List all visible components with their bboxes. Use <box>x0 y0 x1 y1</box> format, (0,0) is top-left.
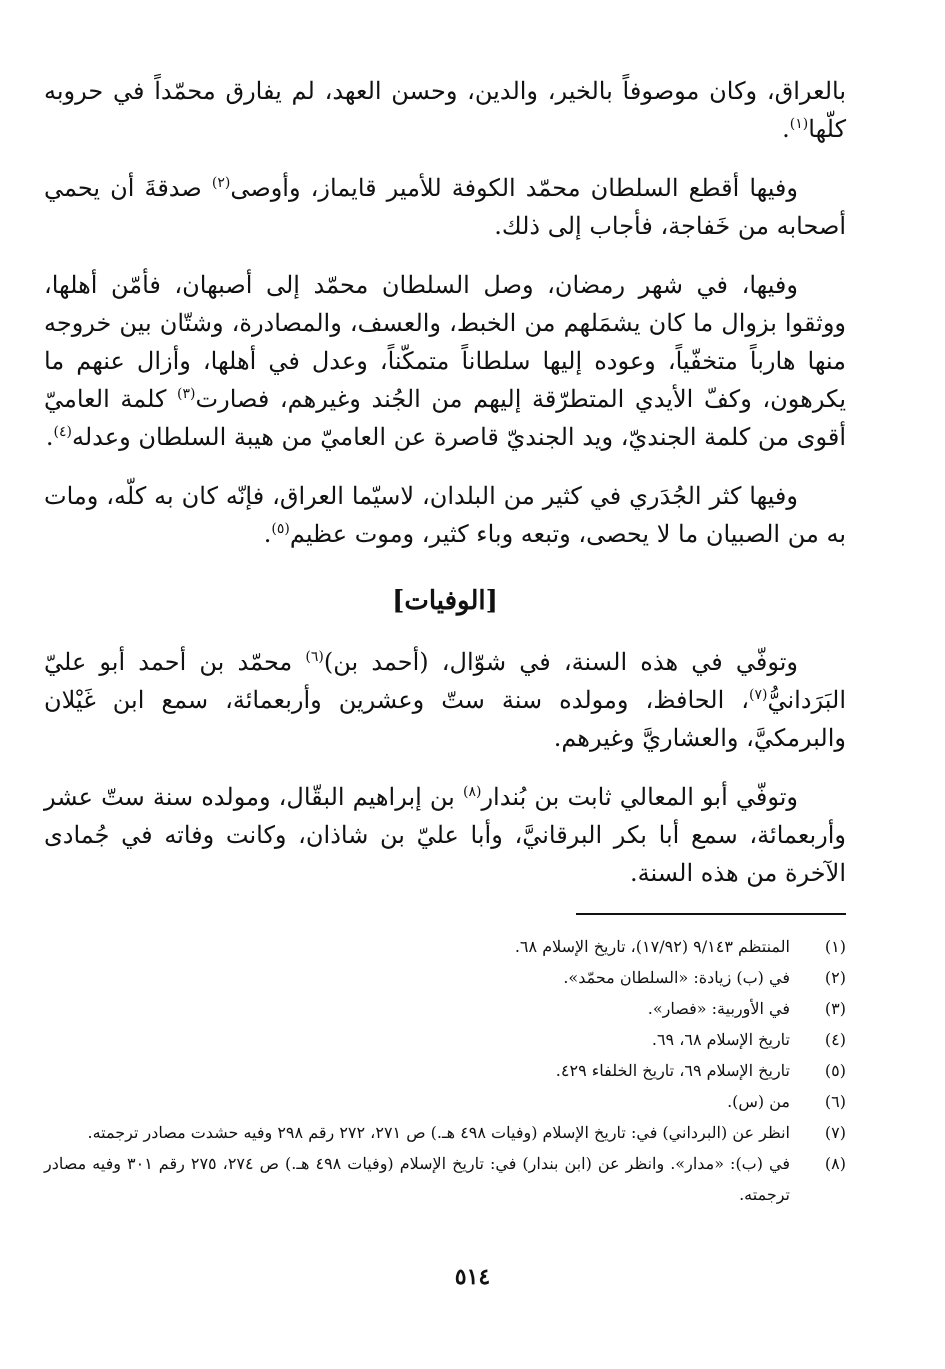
paragraph-text-main: وتوفّي في هذه السنة، في شوّال، (أحمد بن) <box>323 648 798 676</box>
footnotes-list <box>44 931 846 1210</box>
footnote-text: في (ب) زيادة: «السلطان محمّد». <box>563 968 790 987</box>
footnote-ref[interactable]: (٦) <box>305 649 324 665</box>
paragraph-text-main: بالعراق، وكان موصوفاً بالخير، والدين، وحسن العهد، لم يفارق محمّداً في حروبه كلّها <box>44 77 846 143</box>
paragraph-text <box>44 477 846 553</box>
footnote-number: (٣) <box>824 999 846 1018</box>
footnote-text: انظر عن (البرداني) في: تاريخ الإسلام (وفيات ٤٩٨ هـ.) ص ٢٧١، ٢٧٢ رقم ٢٩٨ وفيه حشدت مصادر ترجمته. <box>87 1123 790 1142</box>
footnote-number: (٨) <box>824 1154 846 1173</box>
paragraph-text <box>44 72 846 148</box>
page-number: ٥١٤ <box>454 1264 491 1290</box>
footnote-text: من (س). <box>727 1092 790 1111</box>
footnote-text: في (ب): «مدار». وانظر عن (ابن بندار) في: تاريخ الإسلام (وفيات ٤٩٨ هـ.) ص ٢٧٤، ٢٧٥ رقم ٣٠١ وفيه مصادر ترجمته. <box>44 1154 790 1204</box>
footnote-ref[interactable]: (١) <box>789 116 809 132</box>
footnote-number: (٦) <box>824 1092 846 1111</box>
paragraph-text-tail: . <box>45 423 54 451</box>
footnote-text: المنتظم ٩/١٤٣ (١٧/٩٢)، تاريخ الإسلام ٦٨. <box>514 937 790 956</box>
footnote-item <box>44 993 846 1024</box>
footnote-number: (٢) <box>824 968 846 987</box>
obituary-1 <box>44 643 846 757</box>
footnote-text: تاريخ الإسلام ٦٩، تاريخ الخلفاء ٤٢٩. <box>555 1061 790 1080</box>
paragraph-text-tail: . <box>263 520 272 548</box>
footnote-number: (٥) <box>824 1061 846 1080</box>
page-body <box>44 72 846 1210</box>
obituary-2 <box>44 778 846 892</box>
footnote-item <box>44 1024 846 1055</box>
footnote-ref[interactable]: (٧) <box>749 687 768 703</box>
footnote-number: (٤) <box>824 1030 846 1049</box>
paragraph-text-main: وفيها أقطع السلطان محمّد الكوفة للأمير قايماز، وأوصى <box>230 174 798 202</box>
paragraph-2 <box>44 169 846 245</box>
paragraph-text <box>44 266 846 456</box>
paragraph-text <box>44 778 846 892</box>
footnote-text: تاريخ الإسلام ٦٨، ٦٩. <box>651 1030 790 1049</box>
paragraph-text-tail: محمّد بن أحمد أبو عليّ البَرَدانيُّ <box>44 648 846 714</box>
paragraph-text-tail: بن إبراهيم البقّال، ومولده سنة ستّ عشر وأربعمائة، سمع أبا بكر البرقانيَّ، وأبا عليّ بن شاذان، وكانت وفاته في جُمادى الآخرة من هذه السنة. <box>44 783 846 887</box>
footnote-text: في الأوربية: «فصار». <box>647 999 790 1018</box>
footnote-item <box>44 962 846 993</box>
paragraph-text-tail: . <box>782 115 790 143</box>
footnote-number: (٧) <box>824 1123 846 1142</box>
paragraph-text-main: وفيها، في شهر رمضان، وصل السلطان محمّد إلى أصبهان، فأمّن أهلها، ووثقوا بزوال ما كان يشمَلهم من الخبط، والعسف، والمصادرة، وشتّان بين خروجه منها هارباً متخفّياً، وعوده إليها سلطاناً متمكّناً، وعدل في أهلها، وأزال عنهم ما يكرهون، وكفّ الأيدي المتطرّقة إليهم من الجُند وغيرهم، فصارت <box>44 271 846 413</box>
paragraph-text-main: وفيها كثر الجُدَري في كثير من البلدان، لاسيّما العراق، فإنّه كان به كلّه، ومات به من الصبيان ما لا يحصى، وتبعه وباء كثير، وموت عظيم <box>44 482 846 548</box>
footnote-ref[interactable]: (٣) <box>177 386 196 402</box>
paragraph-text <box>44 643 846 757</box>
footnote-ref[interactable]: (٥) <box>271 521 290 537</box>
paragraph-text-main: وتوفّي أبو المعالي ثابت بن بُندار <box>481 783 798 811</box>
footnote-item <box>44 1055 846 1086</box>
footnote-item <box>44 931 846 962</box>
footnote-number: (١) <box>824 937 846 956</box>
section-heading: [الوفيات] <box>392 586 498 616</box>
paragraph-text <box>44 169 846 245</box>
footnote-ref[interactable]: (٨) <box>463 784 482 800</box>
paragraph-1 <box>44 72 846 148</box>
paragraph-3 <box>44 266 846 456</box>
paragraph-text-tail: كلمة العاميّ أقوى من كلمة الجنديّ، ويد الجنديّ قاصرة عن العاميّ من هيبة السلطان وعدله <box>44 385 846 451</box>
footnote-item <box>44 1148 846 1210</box>
footnote-item <box>44 1086 846 1117</box>
paragraph-4 <box>44 477 846 553</box>
footnote-item <box>44 1117 846 1148</box>
footnote-divider <box>576 913 846 915</box>
footnote-ref[interactable]: (٤) <box>53 424 72 440</box>
paragraph-text-tail: صدقةَ أن يحمي أصحابه من خَفاجة، فأجاب إلى ذلك. <box>44 174 846 240</box>
footnote-ref[interactable]: (٢) <box>211 175 231 191</box>
paragraph-text-tail: ، الحافظ، ومولده سنة ستّ وعشرين وأربعمائة، سمع ابن غَيْلان والبرمكيَّ، والعشاريَّ وغيرهم. <box>44 686 846 752</box>
